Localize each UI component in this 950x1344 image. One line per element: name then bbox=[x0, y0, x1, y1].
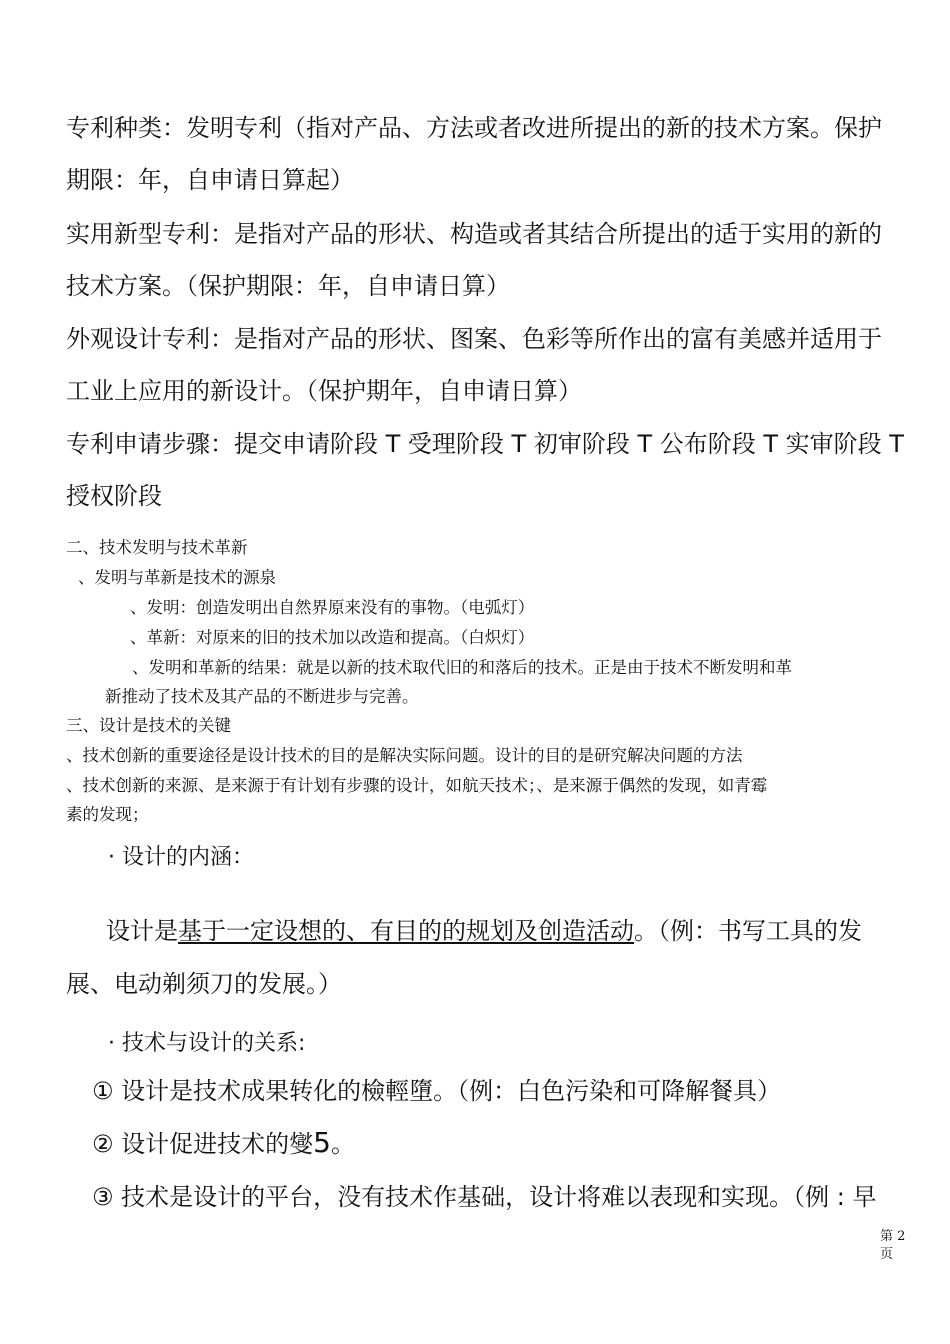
paragraph-design-patent-cont: 工业上应用的新设计。（保护期年，自申请日算） bbox=[66, 377, 582, 405]
paragraph-utility-model: 实用新型专利：是指对产品的形状、构造或者其结合所提出的适于实用的新的 bbox=[66, 220, 882, 248]
paragraph-application-steps: 专利申请步骤：提交申请阶段 T 受理阶段 T 初审阶段 T 公布阶段 T 实审阶段 T bbox=[66, 430, 904, 458]
list-item: 、技术创新的重要途径是设计技术的目的是解决实际问题。设计的目的是研究解决问题的方法 bbox=[66, 746, 743, 765]
list-item-cont: 素的发现； bbox=[66, 805, 149, 824]
list-item: 、发明：创造发明出自然界原来没有的事物。（电弧灯） bbox=[130, 598, 535, 617]
paragraph-application-steps-cont: 授权阶段 bbox=[66, 482, 162, 510]
paragraph-patent-types-cont: 期限：年，自申请日算起） bbox=[66, 166, 354, 194]
section-heading-3: 三、设计是技术的关键 bbox=[66, 716, 231, 735]
paragraph-patent-types: 专利种类：发明专利（指对产品、方法或者改进所提出的新的技术方案。保护 bbox=[66, 114, 882, 142]
paragraph-design-definition-cont: 展、电动剃须刀的发展。） bbox=[66, 970, 342, 998]
paragraph-utility-model-cont: 技术方案。（保护期限：年，自申请日算） bbox=[66, 272, 510, 300]
section-heading-2: 二、技术发明与技术革新 bbox=[66, 538, 248, 557]
subheading-design-meaning: · 设计的内涵： bbox=[108, 845, 254, 870]
list-item-cont: 新推动了技术及其产品的不断进步与完善。 bbox=[105, 687, 419, 706]
numbered-item-1: ① 设计是技术成果转化的檢輕墮。（例：白色污染和可降解餐具） bbox=[92, 1077, 782, 1105]
numbered-item-3: ③ 技术是设计的平台，没有技术作基础，设计将难以表现和实现。（例 : 早 bbox=[92, 1183, 877, 1211]
subheading-tech-design-relation: · 技术与设计的关系: bbox=[108, 1031, 306, 1056]
page-number: 第 2 页 bbox=[880, 1229, 906, 1262]
list-item: 、发明与革新是技术的源泉 bbox=[78, 568, 276, 587]
list-item: 、革新：对原来的旧的技术加以改造和提高。（白炽灯） bbox=[130, 628, 535, 647]
list-item: 、发明和革新的结果：就是以新的技术取代旧的和落后的技术。正是由于技术不断发明和革 bbox=[132, 658, 792, 677]
list-item: 、技术创新的来源、是来源于有计划有步骤的设计，如航天技术；、是来源于偶然的发现，如青霉 bbox=[66, 776, 768, 795]
paragraph-design-patent: 外观设计专利：是指对产品的形状、图案、色彩等所作出的富有美感并适用于 bbox=[66, 325, 882, 353]
underlined-definition: 基于一定设想的、有目的的规划及创造活动 bbox=[178, 917, 634, 945]
numbered-item-2: ② 设计促进技术的燮5。 bbox=[92, 1126, 355, 1159]
paragraph-design-definition: 设计是基于一定设想的、有目的的规划及创造活动。（例：书写工具的发 bbox=[106, 917, 862, 945]
